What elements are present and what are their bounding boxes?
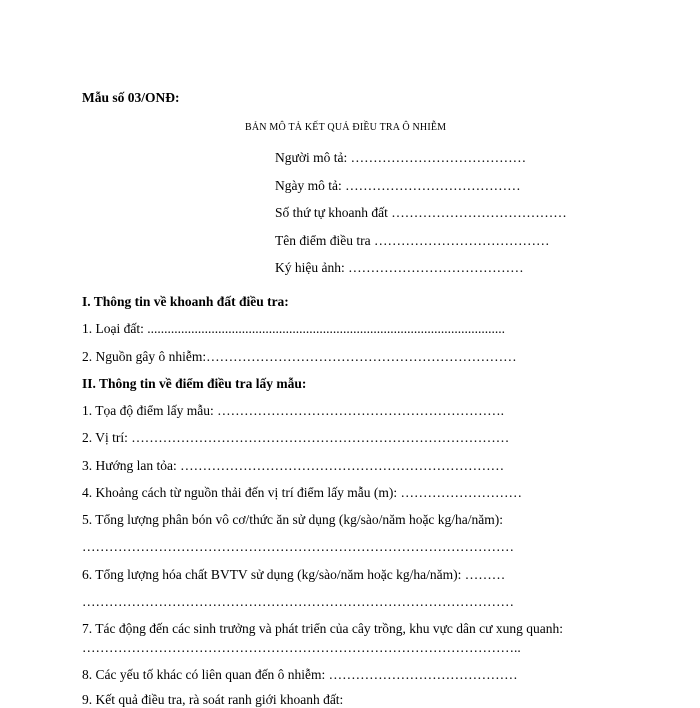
soil-type-line: 1. Loại đất: .......................................................................................................... <box>82 321 505 336</box>
spread-direction-line: 3. Hướng lan tỏa: ……………………………………………………………… <box>82 458 505 473</box>
section-1-heading: I. Thông tin về khoanh đất điều tra: <box>82 294 289 309</box>
document-title: BẢN MÔ TẢ KẾT QUẢ ĐIỀU TRA Ô NHIỄM <box>245 122 447 133</box>
boundary-review-line: 9. Kết quả điều tra, rà soát ranh giới khoanh đất: <box>82 692 344 707</box>
form-code: Mẫu số 03/ONĐ: <box>82 90 180 105</box>
pollution-source-line: 2. Nguồn gây ô nhiễm:…………………………………………………………… <box>82 349 517 364</box>
field-date: Ngày mô tả: ………………………………… <box>275 178 521 193</box>
section-2-heading: II. Thông tin về điểm điều tra lấy mẫu: <box>82 376 307 391</box>
fertilizer-line: 5. Tổng lượng phân bón vô cơ/thức ăn sử dụng (kg/sào/năm hoặc kg/ha/năm): <box>82 512 504 527</box>
field-survey-point-name: Tên điểm điều tra ………………………………… <box>275 233 550 248</box>
fertilizer-continuation: …………………………………………………………………………………… <box>82 539 514 554</box>
impact-line: 7. Tác động đến các sinh trưởng và phát triển của cây trồng, khu vực dân cư xung quanh: <box>82 621 563 636</box>
field-photo-code: Ký hiệu ảnh: ………………………………… <box>275 260 524 275</box>
coordinates-line: 1. Tọa độ điểm lấy mẫu: ………………………………………………………. <box>82 403 504 418</box>
other-factors-line: 8. Các yếu tố khác có liên quan đến ô nhiễm: …………………………………… <box>82 667 518 682</box>
location-line: 2. Vị trí: ………………………………………………………………………… <box>82 430 510 445</box>
pesticide-continuation: …………………………………………………………………………………… <box>82 594 514 609</box>
distance-line: 4. Khoảng cách từ nguồn thải đến vị trí điểm lấy mẫu (m): ……………………… <box>82 485 522 500</box>
field-describer: Người mô tả: ………………………………… <box>275 150 527 165</box>
impact-continuation: …………………………………………………………………………………….. <box>82 640 521 655</box>
pesticide-line: 6. Tổng lượng hóa chất BVTV sử dụng (kg/sào/năm hoặc kg/ha/năm): ……… <box>82 567 506 582</box>
field-plot-number: Số thứ tự khoanh đất ………………………………… <box>275 205 567 220</box>
